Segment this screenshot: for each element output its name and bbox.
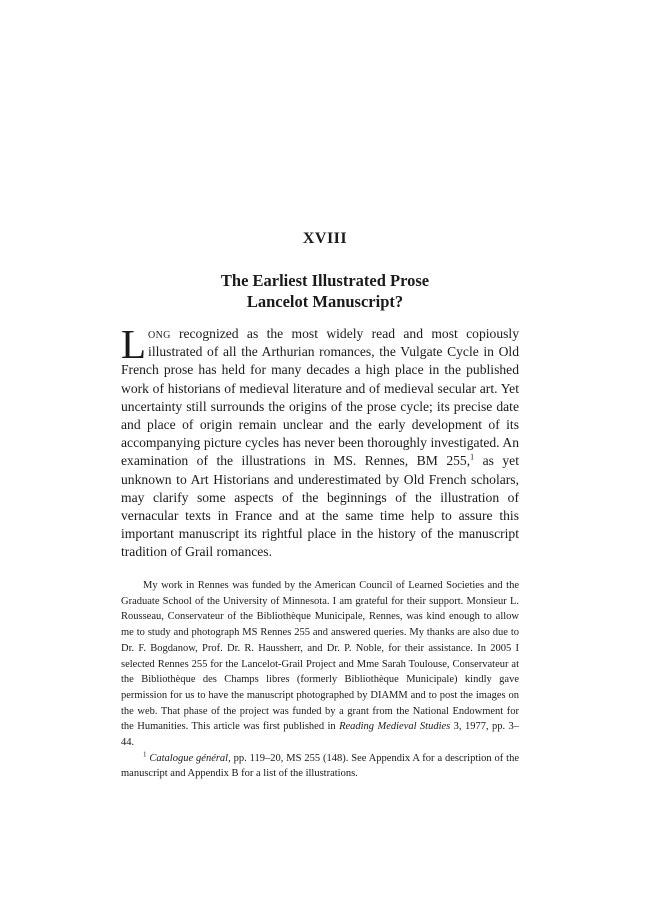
body-text-part-1: recognized as the most widely read and most copiously illustrated of all the Arthurian romances, the Vulgate Cycle in Old French prose has held for many decades a high place in the published work of historians of medieval literature and of medieval secular art. Yet uncertainty still surrounds the origins of the prose cycle; its precise date and place of origin remain unclear and the early development of its accompanying picture cycles has never been thoroughly investigated. An examination of the illustrations in MS. Rennes, BM 255, xyxy=(121,326,519,469)
opening-small-caps: ong xyxy=(148,326,171,341)
body-text-part-2: as yet unknown to Art Historians and underestimated by Old French scholars, may clarify some aspects of the beginnings of the illustration of vernacular texts in France and at the same time help to assure this important manuscript its rightful place in the history of the manuscript tradition of Grail romances. xyxy=(121,453,519,560)
footnote-1-marker: 1 xyxy=(143,750,147,759)
body-paragraph xyxy=(121,321,519,562)
drop-cap: L xyxy=(121,321,147,367)
footnote-1-text: , pp. 119–20, MS 255 (148). See Appendix A for a description of the manuscript and Appendix B for a list of the illustrations. xyxy=(121,752,520,780)
chapter-number: XVIII xyxy=(302,230,348,247)
catalogue-title: Catalogue général xyxy=(149,752,229,764)
acknowledgment-text-2: 3, 1977, pp. 3–44. xyxy=(121,721,520,749)
journal-title: Reading Medieval Studies xyxy=(339,721,451,733)
acknowledgment-note xyxy=(121,578,519,751)
chapter-title-line-1: The Earliest Illustrated Prose xyxy=(220,271,430,290)
chapter-title-line-2: Lancelot Manuscript? xyxy=(246,292,404,311)
chapter-title xyxy=(0,270,650,312)
footnote-1 xyxy=(121,751,519,782)
footnotes xyxy=(121,578,519,782)
footnote-reference[interactable]: 1 xyxy=(470,452,475,462)
acknowledgment-text-1: My work in Rennes was funded by the American Council of Learned Societies and the Graduate School of the University of Minnesota. I am grateful for their support. Monsieur L. Rousseau, Conservateur of the Bibliothèque Municipale, Rennes, was kind enough to allow me to study and photograph MS Rennes 255 and answered queries. My thanks are also due to Dr. F. Bogdanow, Prof. Dr. R. Haussherr, and Dr. P. Noble, for their assistance. In 2005 I selected Rennes 255 for the Lancelot-Grail Project and Mme Sarah Toulouse, Conservateur at the Bibliothèque des Champs libres (formerly Bibliothèque Municipale) kindly gave permission for us to have the manuscript photographed by DIAMM and to post the images on the web. That phase of the project was funded by a grant from the National Endowment for the Humanities. This article was first published in xyxy=(121,580,519,733)
